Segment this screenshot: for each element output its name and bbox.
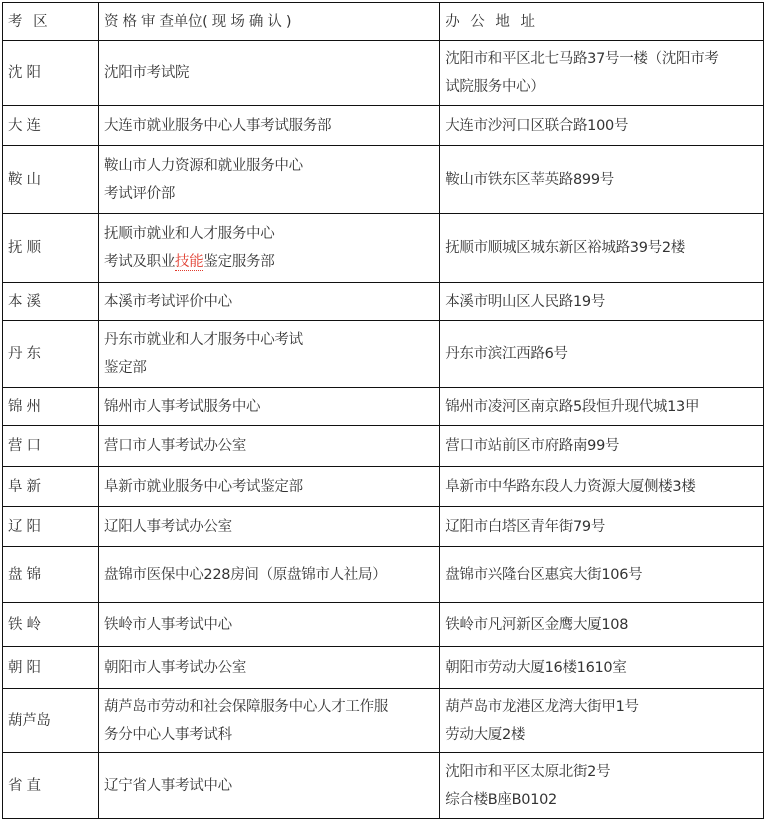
area-name: 辽 阳 <box>8 518 41 535</box>
address-line: 鞍山市铁东区莘英路899号 <box>445 171 614 188</box>
cell-address <box>440 507 764 547</box>
cell-address <box>440 647 764 689</box>
header-address-label: 办 公 地 址 <box>445 13 539 30</box>
cell-address <box>440 388 764 426</box>
unit-name: 铁岭市人事考试中心 <box>104 616 232 633</box>
unit-name: 阜新市就业服务中心考试鉴定部 <box>104 478 303 495</box>
address-line: 盘锦市兴隆台区惠宾大街106号 <box>445 566 643 583</box>
cell-area <box>3 547 99 603</box>
cell-area <box>3 321 99 388</box>
cell-area <box>3 647 99 689</box>
spellcheck-highlight: 技能 <box>175 254 204 270</box>
cell-area <box>3 283 99 321</box>
cell-area <box>3 507 99 547</box>
address-line: 锦州市凌河区南京路5段恒升现代城13甲 <box>445 398 700 415</box>
table-row <box>3 426 764 467</box>
area-name: 丹 东 <box>8 346 41 362</box>
cell-unit <box>99 214 440 283</box>
area-name: 葫芦岛 <box>8 712 51 729</box>
cell-area <box>3 603 99 647</box>
cell-area <box>3 689 99 753</box>
cell-unit <box>99 603 440 647</box>
unit-name: 盘锦市医保中心228房间（原盘锦市人社局） <box>104 566 387 583</box>
unit-name: 辽宁省人事考试中心 <box>104 777 232 794</box>
cell-address <box>440 214 764 283</box>
cell-address <box>440 689 764 753</box>
unit-name: 鉴定部 <box>104 360 147 376</box>
unit-name: 辽阳人事考试办公室 <box>104 518 232 535</box>
unit-name: 考试评价部 <box>104 185 176 202</box>
cell-address <box>440 603 764 647</box>
table-row <box>3 547 764 603</box>
table-row <box>3 388 764 426</box>
cell-unit <box>99 753 440 819</box>
cell-unit <box>99 426 440 467</box>
address-line: 劳动大厦2楼 <box>445 726 526 743</box>
unit-name: 朝阳市人事考试办公室 <box>104 659 247 676</box>
cell-unit <box>99 321 440 388</box>
cell-area <box>3 106 99 146</box>
cell-unit <box>99 547 440 603</box>
table-row <box>3 647 764 689</box>
unit-name: 沈阳市考试院 <box>104 65 190 81</box>
area-name: 沈 阳 <box>8 65 41 81</box>
area-name: 铁 岭 <box>8 616 41 633</box>
address-line: 铁岭市凡河新区金鹰大厦108 <box>445 616 629 633</box>
table-row <box>3 283 764 321</box>
cell-address <box>440 146 764 214</box>
table-row <box>3 146 764 214</box>
cell-address <box>440 41 764 106</box>
cell-unit <box>99 467 440 507</box>
unit-name: 务分中心人事考试科 <box>104 726 232 743</box>
area-name: 阜 新 <box>8 478 41 495</box>
table-row <box>3 507 764 547</box>
cell-address <box>440 426 764 467</box>
unit-name: 丹东市就业和人才服务中心考试 <box>104 332 303 348</box>
area-name: 营 口 <box>8 438 41 454</box>
table-row <box>3 753 764 819</box>
area-name: 盘 锦 <box>8 566 41 583</box>
table-row <box>3 214 764 283</box>
header-unit-label: 资 格 审 查单位( 现 场 确 认 ) <box>104 13 292 30</box>
address-line: 丹东市滨江西路6号 <box>445 346 568 362</box>
cell-unit <box>99 507 440 547</box>
table-row <box>3 467 764 507</box>
cell-address <box>440 283 764 321</box>
area-name: 大 连 <box>8 117 41 134</box>
table-row <box>3 603 764 647</box>
cell-unit <box>99 41 440 106</box>
address-line: 试院服务中心） <box>445 79 545 95</box>
cell-address <box>440 106 764 146</box>
address-line: 综合楼B座B0102 <box>445 791 557 808</box>
table-row <box>3 41 764 106</box>
area-name: 抚 顺 <box>8 240 41 256</box>
address-line: 大连市沙河口区联合路100号 <box>445 117 629 134</box>
cell-address <box>440 467 764 507</box>
address-line: 本溪市明山区人民路19号 <box>445 293 606 310</box>
address-line: 沈阳市和平区北七马路37号一楼（沈阳市考 <box>445 51 719 67</box>
address-line: 沈阳市和平区太原北街2号 <box>445 763 611 780</box>
unit-name: 抚顺市就业和人才服务中心 <box>104 226 275 242</box>
area-name: 锦 州 <box>8 398 41 415</box>
cell-address <box>440 753 764 819</box>
address-line: 抚顺市顺城区城东新区裕城路39号2楼 <box>445 240 685 256</box>
cell-unit <box>99 283 440 321</box>
unit-name: 葫芦岛市劳动和社会保障服务中心人才工作服 <box>104 698 389 715</box>
unit-name <box>104 248 439 276</box>
unit-name: 大连市就业服务中心人事考试服务部 <box>104 117 332 134</box>
header-unit <box>99 3 440 41</box>
cell-unit <box>99 647 440 689</box>
cell-address <box>440 321 764 388</box>
cell-address <box>440 547 764 603</box>
unit-text: 考试及职业 <box>104 254 176 270</box>
table-row <box>3 321 764 388</box>
cell-area <box>3 753 99 819</box>
table-row <box>3 106 764 146</box>
unit-name: 本溪市考试评价中心 <box>104 293 232 310</box>
address-line: 辽阳市白塔区青年街79号 <box>445 518 606 535</box>
header-area <box>3 3 99 41</box>
cell-area <box>3 426 99 467</box>
area-name: 本 溪 <box>8 293 41 310</box>
exam-site-table <box>2 2 764 819</box>
area-name: 鞍 山 <box>8 171 41 188</box>
header-area-label: 考 区 <box>8 13 51 30</box>
cell-unit <box>99 146 440 214</box>
table-row <box>3 689 764 753</box>
cell-unit <box>99 689 440 753</box>
cell-area <box>3 41 99 106</box>
address-line: 阜新市中华路东段人力资源大厦侧楼3楼 <box>445 478 696 495</box>
address-line: 营口市站前区市府路南99号 <box>445 438 620 454</box>
unit-text: 鉴定服务部 <box>203 254 275 270</box>
header-address <box>440 3 764 41</box>
cell-unit <box>99 106 440 146</box>
cell-unit <box>99 388 440 426</box>
unit-name: 锦州市人事考试服务中心 <box>104 398 261 415</box>
address-line: 朝阳市劳动大厦16楼1610室 <box>445 659 627 676</box>
exam-site-table-container <box>2 2 764 819</box>
cell-area <box>3 467 99 507</box>
unit-name: 鞍山市人力资源和就业服务中心 <box>104 157 303 174</box>
table-header-row <box>3 3 764 41</box>
cell-area <box>3 214 99 283</box>
cell-area <box>3 146 99 214</box>
cell-area <box>3 388 99 426</box>
area-name: 朝 阳 <box>8 659 41 676</box>
area-name: 省 直 <box>8 777 41 794</box>
unit-name: 营口市人事考试办公室 <box>104 438 247 454</box>
address-line: 葫芦岛市龙港区龙湾大街甲1号 <box>445 698 639 715</box>
